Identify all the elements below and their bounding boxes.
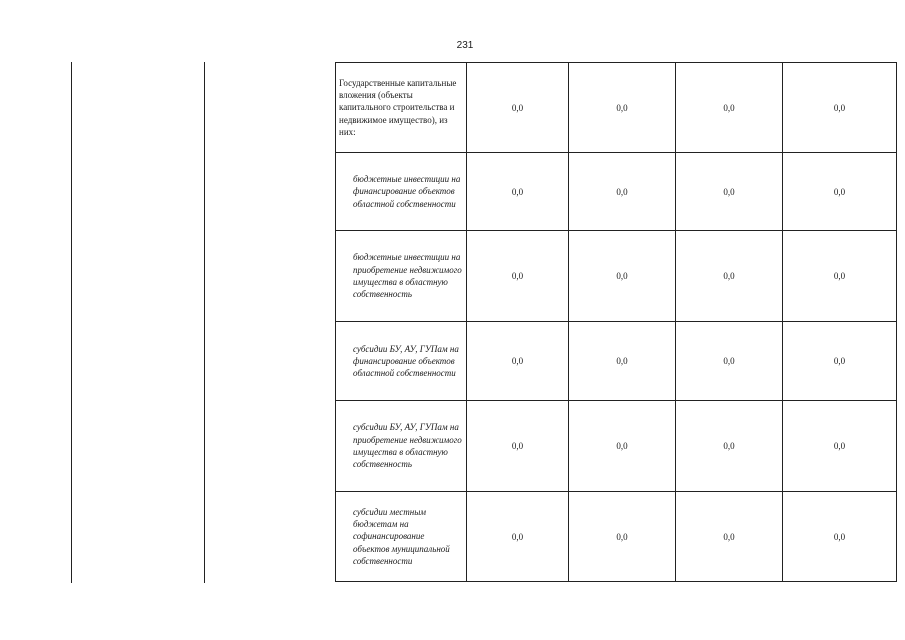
budget-table [335, 62, 897, 582]
table-row [336, 322, 897, 401]
value-cell: 0,0 [676, 153, 783, 231]
value-cell: 0,0 [467, 322, 569, 401]
second-column-border [204, 62, 205, 583]
value-cell: 0,0 [783, 401, 897, 492]
table-row [336, 153, 897, 231]
value-cell: 0,0 [569, 63, 676, 153]
table-row [336, 63, 897, 153]
value-cell: 0,0 [569, 231, 676, 322]
value-cell: 0,0 [676, 231, 783, 322]
value-cell: 0,0 [467, 401, 569, 492]
row-label: субсидии БУ, АУ, ГУПам на финансирование объектов областной собственности [336, 322, 467, 401]
value-cell: 0,0 [676, 63, 783, 153]
value-cell: 0,0 [467, 153, 569, 231]
value-cell: 0,0 [783, 231, 897, 322]
value-cell: 0,0 [783, 322, 897, 401]
table-row [336, 231, 897, 322]
value-cell: 0,0 [676, 322, 783, 401]
row-label: Государственные капитальные вложения (объекты капитального строительства и недвижимое имущество), из них: [336, 63, 467, 153]
left-column-border [71, 62, 72, 583]
value-cell: 0,0 [467, 492, 569, 582]
page-number: 231 [456, 40, 474, 51]
table-row [336, 401, 897, 492]
value-cell: 0,0 [783, 63, 897, 153]
value-cell: 0,0 [569, 153, 676, 231]
row-label: бюджетные инвестиции на приобретение недвижимого имущества в областную собственность [336, 231, 467, 322]
value-cell: 0,0 [467, 231, 569, 322]
value-cell: 0,0 [783, 492, 897, 582]
value-cell: 0,0 [676, 492, 783, 582]
row-label: субсидии местным бюджетам на софинансирование объектов муниципальной собственности [336, 492, 467, 582]
row-label: субсидии БУ, АУ, ГУПам на приобретение недвижимого имущества в областную собственность [336, 401, 467, 492]
value-cell: 0,0 [676, 401, 783, 492]
value-cell: 0,0 [569, 401, 676, 492]
table-row [336, 492, 897, 582]
row-label: бюджетные инвестиции на финансирование объектов областной собственности [336, 153, 467, 231]
value-cell: 0,0 [467, 63, 569, 153]
value-cell: 0,0 [569, 322, 676, 401]
value-cell: 0,0 [783, 153, 897, 231]
value-cell: 0,0 [569, 492, 676, 582]
